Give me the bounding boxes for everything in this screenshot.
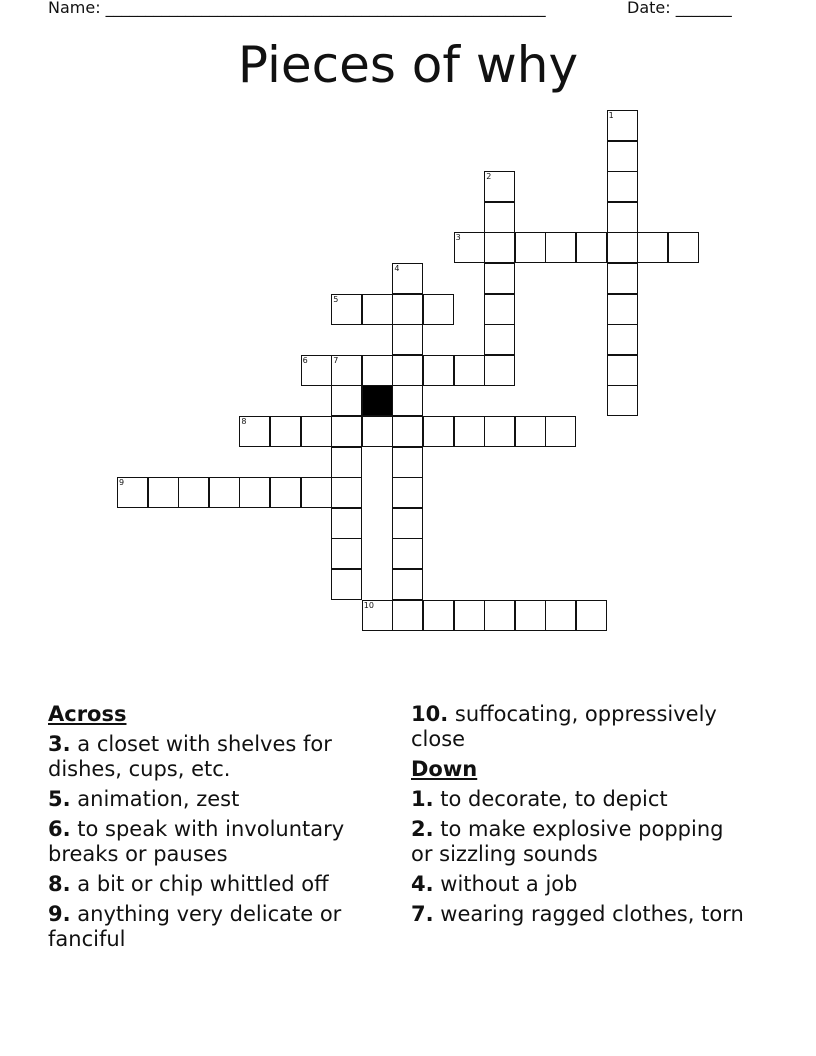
grid-cell[interactable] bbox=[392, 355, 423, 386]
grid-cell[interactable] bbox=[392, 508, 423, 539]
clue-number: 3. bbox=[48, 732, 71, 756]
clue-text: a bit or chip whittled off bbox=[77, 872, 329, 896]
clue-across-8 bbox=[48, 872, 388, 897]
grid-cell[interactable] bbox=[607, 385, 638, 416]
grid-cell[interactable] bbox=[331, 569, 362, 600]
clue-text: to speak with involuntary breaks or pauses bbox=[48, 817, 345, 866]
clue-text: a closet with shelves for dishes, cups, etc. bbox=[48, 732, 332, 781]
grid-cell[interactable] bbox=[148, 477, 179, 508]
grid-cell[interactable] bbox=[392, 416, 423, 447]
grid-cell[interactable] bbox=[392, 600, 423, 631]
clue-number: 6. bbox=[48, 817, 71, 841]
grid-cell[interactable] bbox=[392, 263, 423, 294]
grid-cell[interactable] bbox=[607, 294, 638, 325]
grid-cell[interactable] bbox=[423, 294, 454, 325]
grid-cell[interactable] bbox=[484, 600, 515, 631]
cell-number: 10 bbox=[363, 600, 374, 610]
grid-cell[interactable] bbox=[362, 355, 393, 386]
cell-number: 6 bbox=[302, 355, 308, 365]
grid-cell[interactable] bbox=[392, 477, 423, 508]
cell-number: 1 bbox=[608, 111, 614, 120]
grid-cell[interactable] bbox=[515, 232, 546, 263]
grid-cell[interactable] bbox=[484, 416, 515, 447]
clue-number: 1. bbox=[411, 787, 434, 811]
grid-cell[interactable] bbox=[607, 324, 638, 355]
clue-number: 5. bbox=[48, 787, 71, 811]
grid-cell[interactable] bbox=[392, 538, 423, 569]
down-heading: Down bbox=[411, 757, 478, 781]
grid-cell[interactable] bbox=[392, 447, 423, 478]
grid-cell[interactable] bbox=[576, 600, 607, 631]
grid-cell[interactable] bbox=[392, 569, 423, 600]
grid-cell[interactable] bbox=[331, 385, 362, 416]
name-field: Name: _______________________________________________________ bbox=[48, 0, 546, 17]
grid-cell[interactable] bbox=[239, 477, 270, 508]
clue-number: 8. bbox=[48, 872, 71, 896]
cell-number: 4 bbox=[394, 264, 400, 273]
clue-text: suffocating, oppressively close bbox=[411, 702, 717, 751]
clue-across-10 bbox=[411, 702, 751, 752]
grid-block bbox=[362, 385, 393, 416]
grid-cell[interactable] bbox=[484, 202, 515, 233]
cell-number: 2 bbox=[486, 172, 492, 182]
grid-cell[interactable] bbox=[270, 477, 301, 508]
grid-cell[interactable] bbox=[545, 416, 576, 447]
grid-cell[interactable] bbox=[331, 538, 362, 569]
clue-text: to make explosive popping or sizzling sounds bbox=[411, 817, 724, 866]
clue-across-3 bbox=[48, 732, 388, 782]
grid-cell[interactable] bbox=[392, 294, 423, 325]
grid-cell[interactable] bbox=[301, 477, 332, 508]
grid-cell[interactable] bbox=[423, 600, 454, 631]
grid-cell[interactable] bbox=[301, 355, 332, 386]
grid-cell[interactable] bbox=[484, 324, 515, 355]
grid-cell[interactable] bbox=[484, 355, 515, 386]
clue-across-5 bbox=[48, 787, 388, 812]
grid-cell[interactable] bbox=[331, 447, 362, 478]
grid-cell[interactable] bbox=[331, 294, 362, 325]
grid-cell[interactable] bbox=[331, 416, 362, 447]
clue-text: without a job bbox=[440, 872, 578, 896]
grid-cell[interactable] bbox=[331, 355, 362, 386]
grid-cell[interactable] bbox=[607, 232, 638, 263]
clue-number: 10. bbox=[411, 702, 449, 726]
grid-cell[interactable] bbox=[515, 600, 546, 631]
grid-cell[interactable] bbox=[331, 508, 362, 539]
grid-cell[interactable] bbox=[576, 232, 607, 263]
clue-down-1 bbox=[411, 787, 751, 812]
clue-text: anything very delicate or fanciful bbox=[48, 902, 342, 951]
clue-text: wearing ragged clothes, torn bbox=[440, 902, 744, 926]
grid-cell[interactable] bbox=[178, 477, 209, 508]
cell-number: 8 bbox=[241, 417, 247, 426]
grid-cell[interactable] bbox=[301, 416, 332, 447]
grid-cell[interactable] bbox=[607, 110, 638, 141]
grid-cell[interactable] bbox=[668, 232, 699, 263]
grid-cell[interactable] bbox=[392, 385, 423, 416]
grid-cell[interactable] bbox=[607, 263, 638, 294]
grid-cell[interactable] bbox=[423, 355, 454, 386]
grid-cell[interactable] bbox=[484, 263, 515, 294]
grid-cell[interactable] bbox=[607, 355, 638, 386]
grid-cell[interactable] bbox=[607, 202, 638, 233]
puzzle-title: Pieces of why bbox=[237, 36, 579, 94]
clues-column-left bbox=[48, 702, 388, 957]
clue-down-2 bbox=[411, 817, 751, 867]
grid-cell[interactable] bbox=[545, 232, 576, 263]
date-field: Date: _______ bbox=[627, 0, 732, 17]
grid-cell[interactable] bbox=[270, 416, 301, 447]
grid-cell[interactable] bbox=[545, 600, 576, 631]
clue-number: 2. bbox=[411, 817, 434, 841]
grid-cell[interactable] bbox=[607, 141, 638, 172]
cell-number: 5 bbox=[333, 294, 339, 304]
grid-cell[interactable] bbox=[607, 171, 638, 202]
grid-cell[interactable] bbox=[515, 416, 546, 447]
cell-number: 9 bbox=[119, 478, 125, 488]
grid-cell[interactable] bbox=[454, 232, 485, 263]
grid-cell[interactable] bbox=[209, 477, 240, 508]
grid-cell[interactable] bbox=[362, 294, 393, 325]
grid-cell[interactable] bbox=[239, 416, 270, 447]
across-heading: Across bbox=[48, 702, 127, 726]
grid-cell[interactable] bbox=[362, 416, 393, 447]
clue-text: to decorate, to depict bbox=[440, 787, 668, 811]
grid-cell[interactable] bbox=[484, 171, 515, 202]
clues-column-right bbox=[411, 702, 751, 932]
clue-down-4 bbox=[411, 872, 751, 897]
grid-cell[interactable] bbox=[484, 294, 515, 325]
clue-across-9 bbox=[48, 902, 388, 952]
grid-cell[interactable] bbox=[454, 355, 485, 386]
grid-cell[interactable] bbox=[362, 600, 393, 631]
clue-number: 4. bbox=[411, 872, 434, 896]
grid-cell[interactable] bbox=[423, 416, 454, 447]
grid-cell[interactable] bbox=[454, 600, 485, 631]
grid-cell[interactable] bbox=[117, 477, 148, 508]
clue-number: 9. bbox=[48, 902, 71, 926]
grid-cell[interactable] bbox=[331, 477, 362, 508]
grid-cell[interactable] bbox=[392, 324, 423, 355]
cell-number: 7 bbox=[333, 355, 339, 365]
cell-number: 3 bbox=[455, 233, 461, 243]
grid-cell[interactable] bbox=[637, 232, 668, 263]
grid-cell[interactable] bbox=[454, 416, 485, 447]
clue-number: 7. bbox=[411, 902, 434, 926]
clue-text: animation, zest bbox=[77, 787, 240, 811]
grid-cell[interactable] bbox=[484, 232, 515, 263]
clue-across-6 bbox=[48, 817, 388, 867]
clue-down-7 bbox=[411, 902, 751, 927]
